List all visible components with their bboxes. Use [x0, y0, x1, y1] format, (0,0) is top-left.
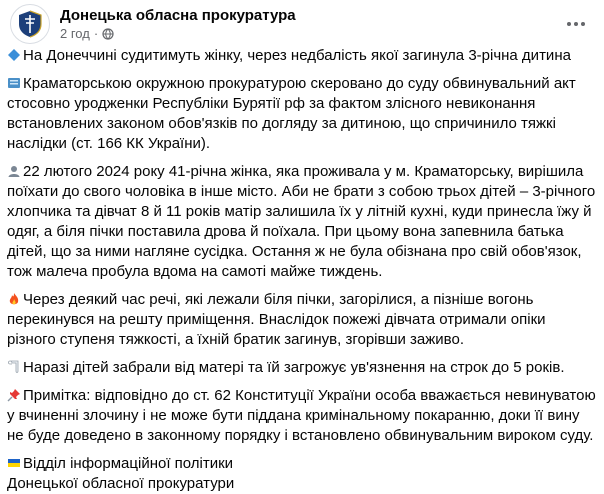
paragraph-children-taken: Наразі дітей забрали від матері та їй загрожує ув'язнення на строк до 5 років. — [7, 358, 597, 378]
signature-line-1: Відділ інформаційної політики — [7, 454, 597, 474]
post-meta — [60, 26, 114, 41]
globe-icon[interactable] — [102, 28, 114, 40]
meta-separator: · — [93, 26, 99, 41]
blue-diamond-icon — [7, 48, 21, 62]
avatar[interactable] — [10, 4, 50, 44]
post-header — [10, 4, 594, 44]
bust-silhouette-icon — [7, 164, 21, 178]
post-text — [7, 46, 597, 494]
signature-line-2: Донецької обласної прокуратури — [7, 475, 235, 492]
paragraph-note: Примітка: відповідно до ст. 62 Конституції України особа вважається невинуватою у вчиненні злочину і не може бути піддана кримінальному покаранню, доки її вину не буде доведено в законному порядку і встановлено обвинувальним вироком суду. — [7, 387, 596, 444]
books-icon — [7, 76, 21, 90]
paragraph-indictment: Краматорською окружною прокуратурою скеровано до суду обвинувальний акт стосовно уродженки Республіки Бурятії рф за фактом злісного невиконання встановлених законом обов'язків по догляду за дитиною, що спричинило тяжкі наслідки (ст. 166 КК України). — [7, 75, 576, 152]
ukraine-flag-icon — [7, 456, 21, 470]
page-curl-icon — [7, 360, 21, 374]
page-name-link[interactable]: Донецька обласна прокуратура — [60, 7, 296, 24]
more-options-button[interactable] — [558, 6, 594, 42]
paragraph-fire: Через деякий час речі, які лежали біля пічки, загорілися, а пізніше вогонь перекинувся на решту приміщення. Внаслідок пожежі дівчата отримали опіки різного ступеня тяжкості, а їхній братик загинув, згорівши заживо. — [7, 291, 546, 348]
paragraph-headline: На Донеччині судитимуть жінку, через недбалість якої загинула 3-річна дитина — [7, 46, 597, 66]
fire-icon — [7, 292, 21, 306]
pushpin-icon — [7, 388, 21, 402]
paragraph-circumstances: 22 лютого 2024 року 41-річна жінка, яка проживала у м. Краматорську, вирішила поїхати до свого чоловіка в інше місто. Аби не брати з собою трьох дітей – 3-річного хлопчика та дівчат 8 й 11 років матір залишила їх у літній кухні, куди принесла їжу й одяг, а біля пічки поставила дрова й поїхала. При цьому вона запевнила батька дітей, що за ними нагляне сусідка. Остання ж не була обізнана про свій обов'язок, тож малеча пробула вдома на самоті майже тиждень. — [7, 163, 596, 280]
more-dots-icon — [567, 22, 571, 26]
prosecutor-emblem-icon — [15, 9, 45, 39]
post-time-link[interactable]: 2 год — [60, 26, 90, 41]
